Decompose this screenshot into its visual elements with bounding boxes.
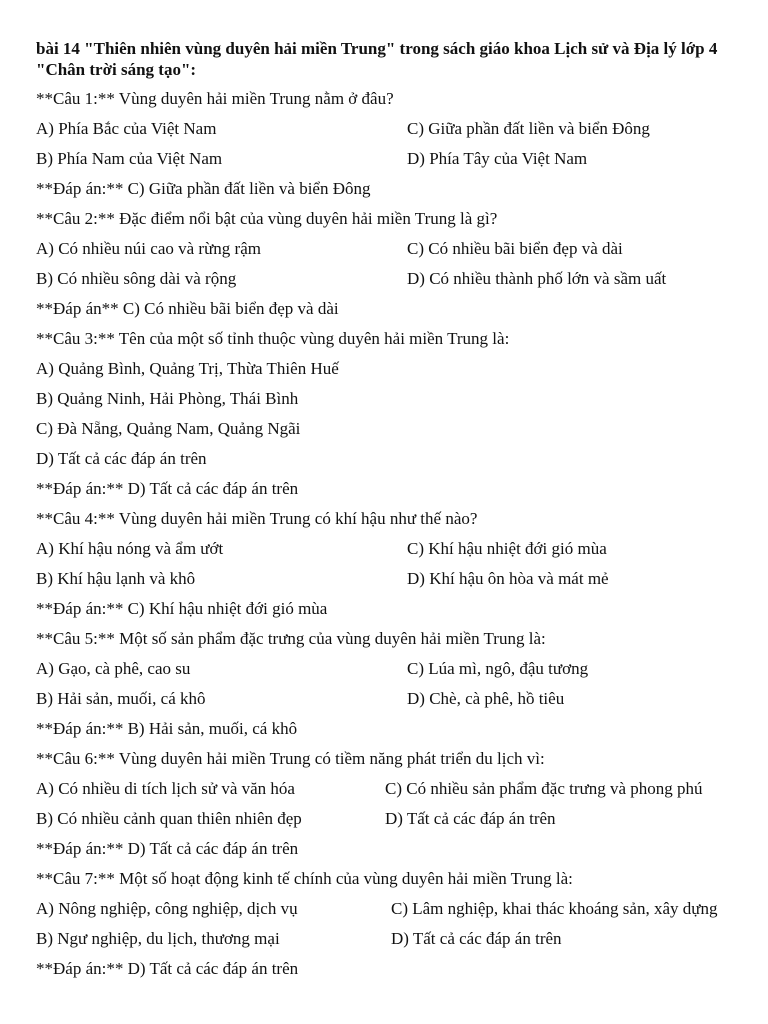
document-page: [36, 38, 736, 984]
option-b: B) Phía Nam của Việt Nam: [36, 149, 223, 168]
option-a: A) Có nhiều di tích lịch sử và văn hóa: [36, 779, 295, 798]
option-a: A) Khí hậu nóng và ẩm ướt: [36, 539, 224, 558]
options-row: [36, 684, 736, 714]
option-c: C) Có nhiều sản phẩm đặc trưng và phong phú: [385, 779, 703, 798]
question-5: **Câu 5:** Một số sản phẩm đặc trưng của vùng duyên hải miền Trung là:: [36, 629, 546, 648]
question-4: **Câu 4:** Vùng duyên hải miền Trung có khí hậu như thế nào?: [36, 509, 478, 528]
option-a: A) Quảng Bình, Quảng Trị, Thừa Thiên Huế: [36, 359, 339, 378]
answer-7: **Đáp án:** D) Tất cả các đáp án trên: [36, 959, 299, 978]
option-d: D) Tất cả các đáp án trên: [36, 449, 207, 468]
option-d: D) Tất cả các đáp án trên: [385, 809, 556, 828]
answer-6: **Đáp án:** D) Tất cả các đáp án trên: [36, 839, 299, 858]
answer-4: **Đáp án:** C) Khí hậu nhiệt đới gió mùa: [36, 599, 328, 618]
option-a: A) Có nhiều núi cao và rừng rậm: [36, 239, 261, 258]
options-row: [36, 924, 736, 954]
option-d: D) Tất cả các đáp án trên: [391, 929, 562, 948]
option-c: C) Lúa mì, ngô, đậu tương: [407, 659, 589, 678]
question-2: **Câu 2:** Đặc điểm nổi bật của vùng duyên hải miền Trung là gì?: [36, 209, 498, 228]
options-row: [36, 774, 736, 804]
option-d: D) Khí hậu ôn hòa và mát mẻ: [407, 569, 609, 588]
question-3: **Câu 3:** Tên của một số tỉnh thuộc vùng duyên hải miền Trung là:: [36, 329, 510, 348]
options-row: [36, 234, 736, 264]
document-title: bài 14 "Thiên nhiên vùng duyên hải miền Trung" trong sách giáo khoa Lịch sử và Địa lý lớp 4 "Chân trời sáng tạo":: [36, 39, 718, 79]
options-row: [36, 114, 736, 144]
options-row: [36, 894, 736, 924]
question-6: **Câu 6:** Vùng duyên hải miền Trung có tiềm năng phát triển du lịch vì:: [36, 749, 545, 768]
question-1: **Câu 1:** Vùng duyên hải miền Trung nằm ở đâu?: [36, 89, 394, 108]
option-c: C) Lâm nghiệp, khai thác khoáng sản, xây dựng: [391, 899, 718, 918]
option-a: A) Phía Bắc của Việt Nam: [36, 119, 217, 138]
option-b: B) Ngư nghiệp, du lịch, thương mại: [36, 929, 280, 948]
option-c: C) Giữa phần đất liền và biển Đông: [407, 119, 650, 138]
options-row: [36, 534, 736, 564]
option-b: B) Khí hậu lạnh và khô: [36, 569, 196, 588]
option-b: B) Có nhiều cảnh quan thiên nhiên đẹp: [36, 809, 302, 828]
answer-3: **Đáp án:** D) Tất cả các đáp án trên: [36, 479, 299, 498]
option-c: C) Đà Nẵng, Quảng Nam, Quảng Ngãi: [36, 419, 301, 438]
option-b: B) Hải sản, muối, cá khô: [36, 689, 206, 708]
options-row: [36, 564, 736, 594]
option-d: D) Phía Tây của Việt Nam: [407, 149, 588, 168]
answer-2: **Đáp án** C) Có nhiều bãi biển đẹp và dài: [36, 299, 339, 318]
option-d: D) Có nhiều thành phố lớn và sầm uất: [407, 269, 667, 288]
options-row: [36, 144, 736, 174]
option-d: D) Chè, cà phê, hồ tiêu: [407, 689, 565, 708]
option-b: B) Quảng Ninh, Hải Phòng, Thái Bình: [36, 389, 299, 408]
option-b: B) Có nhiều sông dài và rộng: [36, 269, 237, 288]
answer-5: **Đáp án:** B) Hải sản, muối, cá khô: [36, 719, 298, 738]
answer-1: **Đáp án:** C) Giữa phần đất liền và biển Đông: [36, 179, 371, 198]
question-7: **Câu 7:** Một số hoạt động kinh tế chính của vùng duyên hải miền Trung là:: [36, 869, 573, 888]
option-a: A) Gạo, cà phê, cao su: [36, 659, 191, 678]
option-c: C) Khí hậu nhiệt đới gió mùa: [407, 539, 607, 558]
option-a: A) Nông nghiệp, công nghiệp, dịch vụ: [36, 899, 298, 918]
options-row: [36, 264, 736, 294]
options-row: [36, 804, 736, 834]
option-c: C) Có nhiều bãi biển đẹp và dài: [407, 239, 623, 258]
options-row: [36, 654, 736, 684]
